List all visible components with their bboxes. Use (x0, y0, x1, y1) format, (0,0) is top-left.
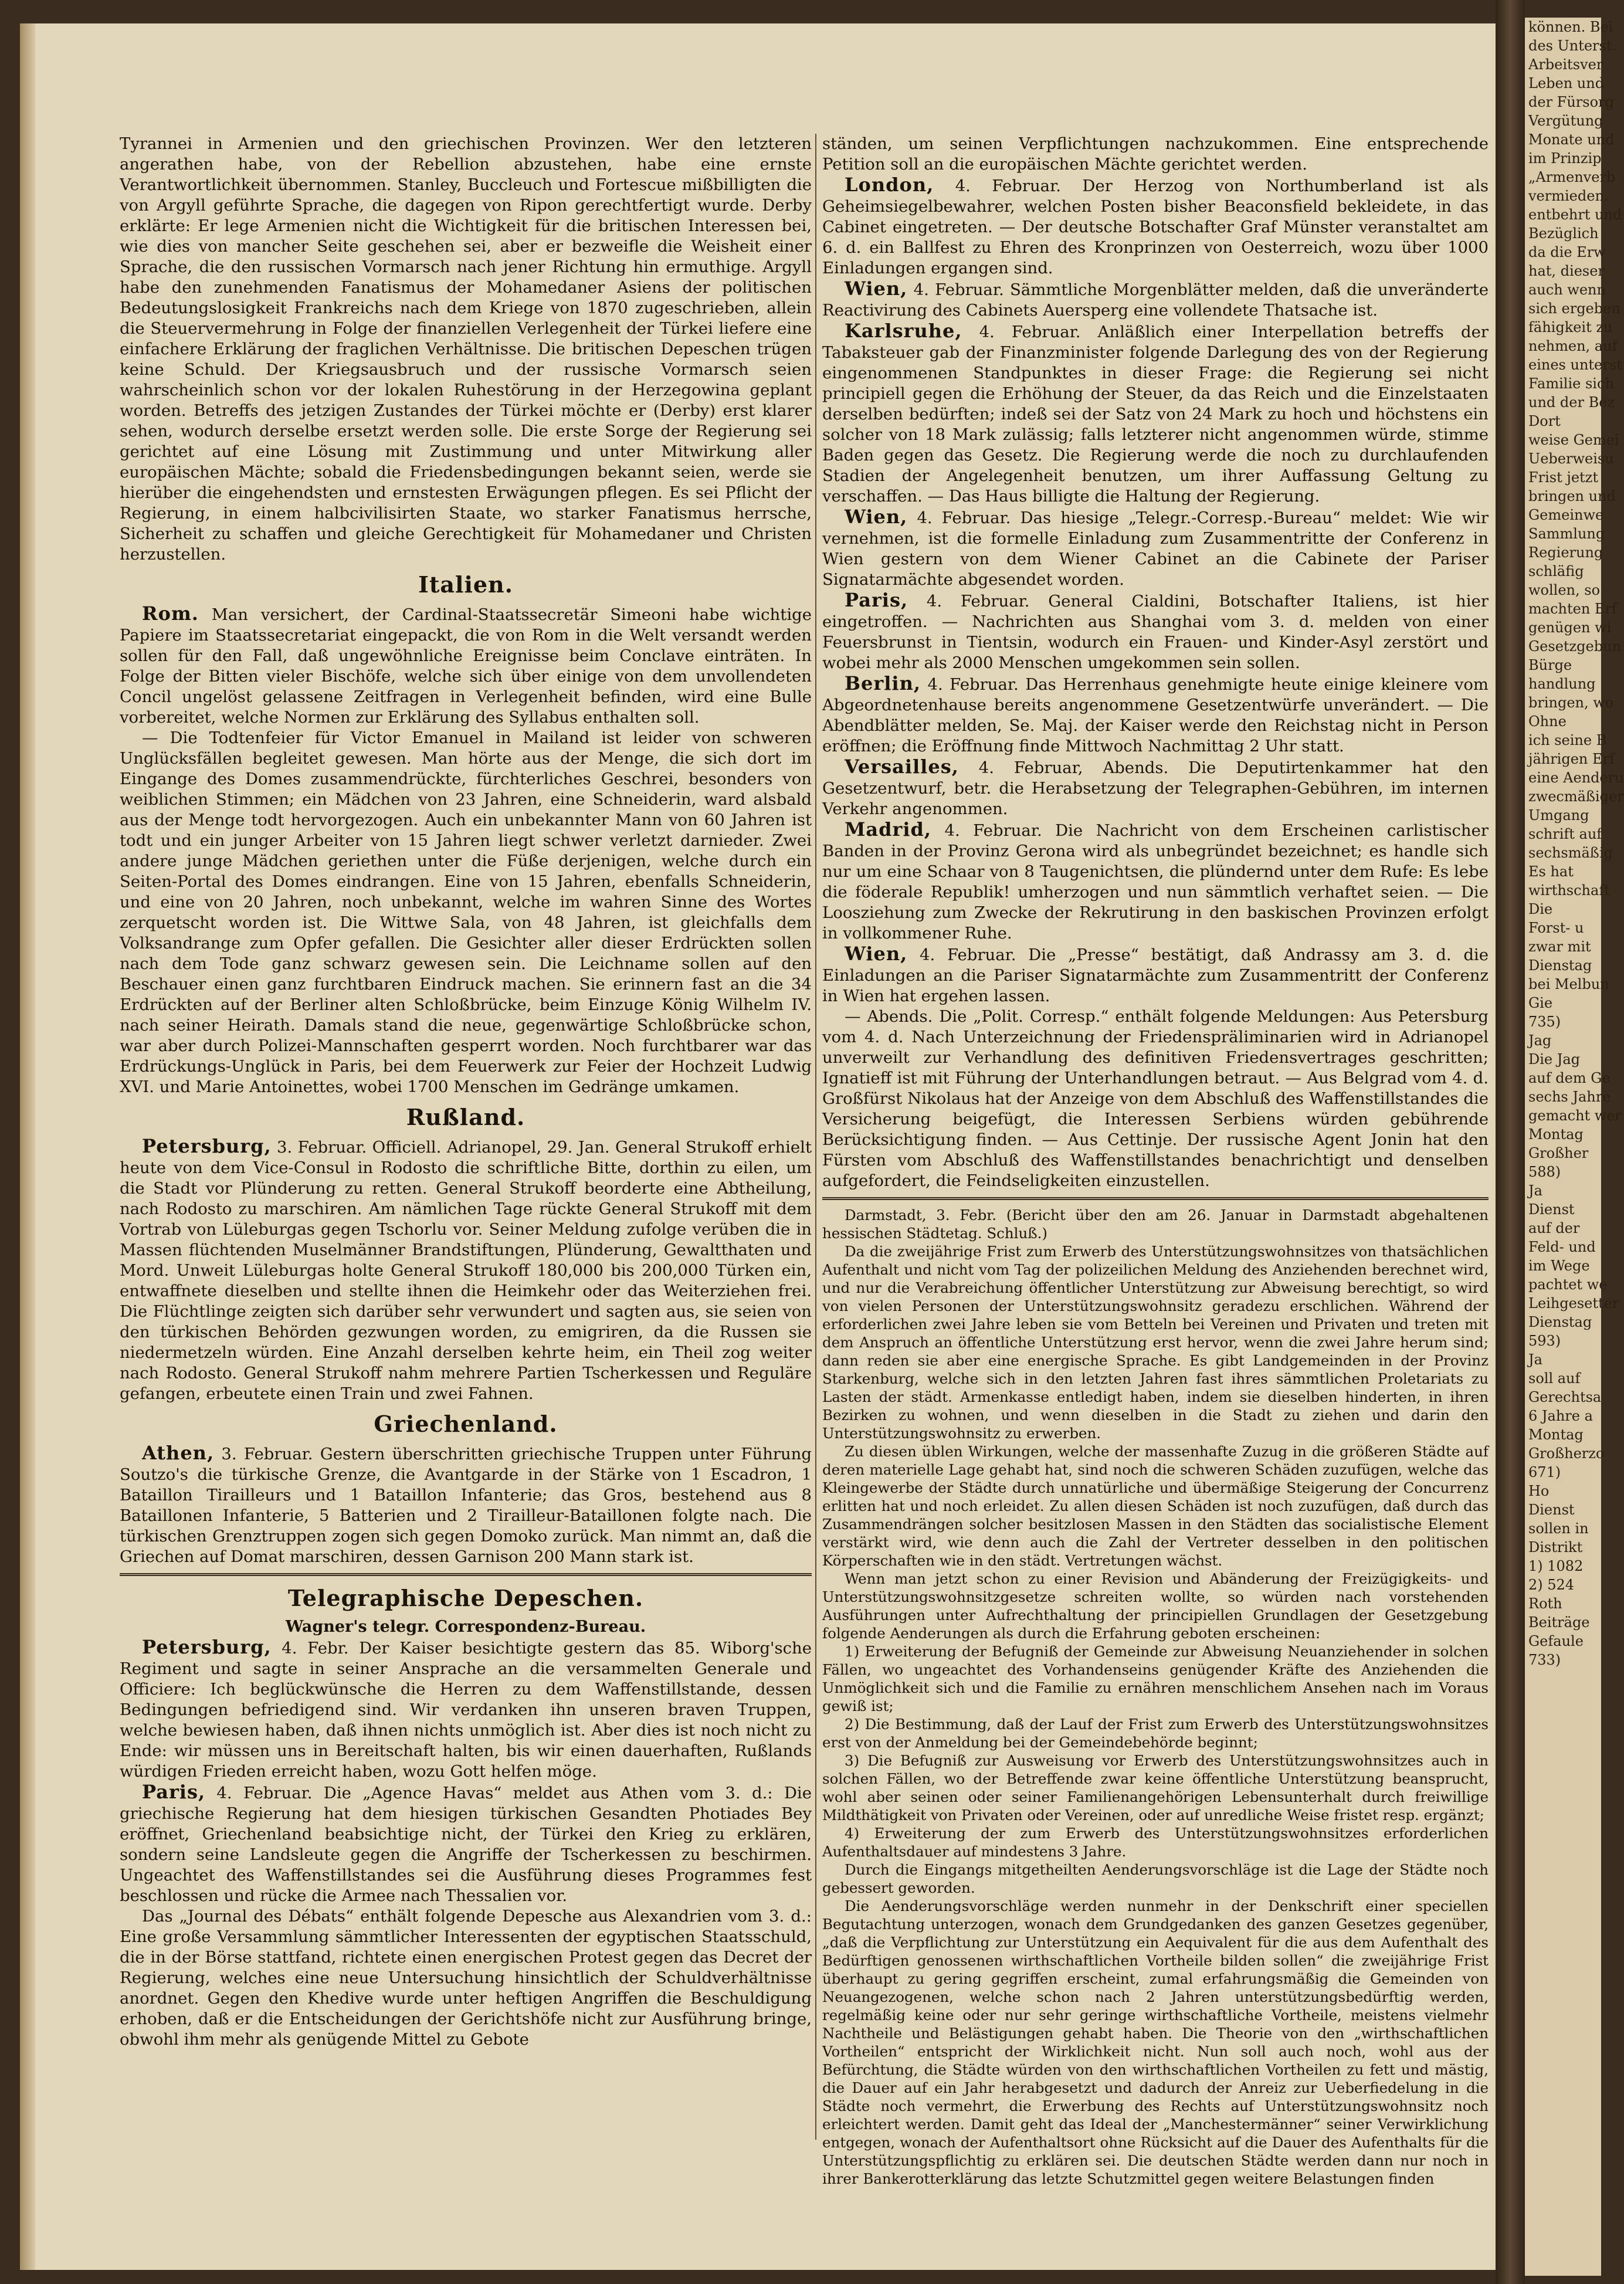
telegram-petersburg (120, 1637, 812, 1782)
adjacent-page-line: hat, dieser (1528, 263, 1605, 279)
telegram-wien-3-abends: — Abends. Die „Polit. Corresp.“ enthält folgende Meldungen: Aus Petersburg vom 4. d. Nach Unterzeichnung der Friedenspräliminarien wird in Adrianopel unverweilt zur Verhandlung des definitiven Friedensvertrages geschritten; Ignatieff ist mit Führung der Unterhandlungen betraut. — Aus Belgrad vom 4. d. Großfürst Nikolaus hat der Anzeige von dem Abschluß des Waffenstillstandes die Versicherung beigefügt, die Interessen Serbiens würden gebührende Berücksichtigung finden. — Aus Cettinje. Der russische Agent Jonin hat den Fürsten vom Abschluß des Waffenstillstandes benachrichtigt und denselben aufgefordert, die Feindseligkeiten einzustellen. (822, 1007, 1489, 1190)
adjacent-page-line: Arbeitsver (1528, 56, 1603, 73)
adjacent-page-line: schläfig (1528, 563, 1584, 580)
adjacent-page-line: wollen, so (1528, 582, 1601, 598)
adjacent-page-line: Bezüglich (1528, 225, 1599, 242)
adjacent-page-line: Montag (1528, 1126, 1584, 1143)
adjacent-page-line: sich ergeben (1528, 300, 1620, 317)
adjacent-page-line: Dienst (1528, 1502, 1575, 1518)
adjacent-page-line: zwar mit (1528, 938, 1591, 955)
article-darmstadt (822, 1206, 1489, 2188)
adjacent-page-line: handlung (1528, 676, 1596, 692)
adjacent-page-line: Ja (1528, 1351, 1542, 1368)
adjacent-page-line: auf dem Ge (1528, 1070, 1611, 1086)
adjacent-page-line: Ueberweisu (1528, 450, 1614, 467)
adjacent-page-line: 671) (1528, 1464, 1561, 1480)
dateline-rom: Rom. (142, 602, 199, 625)
telegram-madrid-text: 4. Februar. Die Nachricht von dem Erscheinen carlistischer Banden in der Provinz Gerona wird als unbegründet bezeichnet; es handle sich nur um eine Schaar von 8 Taugenichtsen, die plündernd unter dem Rufe: Es lebe die föderale Republik! umherzogen und nun sämmtlich verhaftet seien. — Die Loosziehung zum Zwecke der Rekrutirung in den baskischen Provinzen erfolgt in vollkommener Ruhe. (822, 821, 1489, 943)
adjacent-page-line: Frist jetzt (1528, 469, 1598, 486)
darmstadt-list-item: 2) Die Bestimmung, daß der Lauf der Frist zum Erwerb des Unterstützungswohnsitzes erst von der Anmeldung bei der Gemeindebehörde beginnt; (822, 1716, 1489, 1751)
telegram-paris-debats: Das „Journal des Débats“ enthält folgende Depesche aus Alexandrien vom 3. d.: Eine große Versammlung sämmtlicher Interessenten der egyptischen Staatsschuld, die in der Börse stattfand, richtete einen energischen Protest gegen das Decret der Regierung, welches eine neue Untersuchung hinsichtlich der Schuldverhältnisse anordnet. Gegen den Khedive wurde unter heftigen Angriffen die Beschuldigung erhoben, daß er die Entscheidungen der Gerichtshöfe nicht zur Ausführung bringe, obwohl ihm mehr als genügende Mittel zu Gebote (120, 1907, 812, 2049)
adjacent-page-line: „Armenverb (1528, 169, 1616, 185)
article-derby: Tyrannei in Armenien und den griechischen Provinzen. Wer den letzteren angerathen habe, von der Rebellion abzustehen, habe eine ernste Verantwortlichkeit übernommen. Stanley, Buccleuch und Fortescue mißbilligten die von Argyll geführte Sprache, die dagegen von Ripon gerechtfertigt wurde. Derby erklärte: Er lege Armenien nicht die Wichtigkeit für die britischen Interessen bei, wie dies von mancher Seite geschehen sei, aber er bezweifle die Weisheit einer Sprache, die den russischen Vormarsch nach jener Richtung hin ermuthige. Argyll habe den zunehmenden Fanatismus der Mohamedaner Asiens der politischen Bedeutungslosigkeit Frankreichs nach dem Kriege von 1870 zugeschrieben, allein die Steuervermehrung in Folge der finanziellen Verlegenheit der Türkei liefere eine einfachere Erklärung der fraglichen Verhältnisse. Die britischen Depeschen trügen keine Schuld. Der Kriegsausbruch und der russische Vormarsch seien wahrscheinlich schon vor der lokalen Ruhestörung in der Herzegowina geplant worden. Betreffs des jetzigen Zustandes der Türkei möchte er (Derby) erst klarer sehen, wodurch derselbe ersetzt werden solle. Die erste Sorge der Regierung sei gerichtet auf eine Lösung mit Zustimmung und unter Mitwirkung aller europäischen Mächte; sobald die Friedensbedingungen bekannt seien, werde sie hierüber die eingehendsten und ernstesten Erwägungen pflegen. Es sei Pflicht der Regierung, in einem halbcivilisirten Staate, wo starker Fanatismus herrsche, Sicherheit zu schaffen und gleiche Gerechtigkeit für Mohamedaner und Christen herzustellen. (120, 134, 812, 564)
dateline-berlin: Berlin, (845, 672, 921, 694)
adjacent-page-line: Gie (1528, 995, 1553, 1011)
adjacent-page-line: können. Bei (1528, 19, 1613, 35)
telegram-karlsruhe (822, 321, 1489, 507)
adjacent-page-line: Die (1528, 901, 1553, 917)
telegram-paris-2 (822, 590, 1489, 673)
adjacent-page-line: Leihgesetter (1528, 1295, 1619, 1312)
adjacent-page-line: fähigkeit zu (1528, 319, 1613, 336)
adjacent-page-line: Gemeinwe (1528, 507, 1604, 523)
adjacent-page-line: pachtet we (1528, 1276, 1608, 1293)
adjacent-page-line: Dienst (1528, 1201, 1575, 1218)
telegram-berlin-text: 4. Februar. Das Herrenhaus genehmigte heute einige kleinere vom Abgeordnetenhause bereits angenommene Gesetzentwürfe unverändert. — Die Abendblätter melden, Se. Maj. der Kaiser werde den Reichstag nicht in Person eröffnen; die Eröffnung finde Mittwoch Nachmittag 2 Uhr statt. (822, 675, 1489, 755)
article-mailand: — Die Todtenfeier für Victor Emanuel in Mailand ist leider von schweren Unglücksfällen begleitet gewesen. Man hörte aus der Menge, die sich dort im Eingange des Domes zusammendrückte, fürchterliches Geschrei, besonders von weiblichen Stimmen; ein Mädchen von 23 Jahren, eine Schneiderin, ward alsbald aus der Menge todt hervorgezogen. Auch ein unbekannter Mann von 60 Jahren ist todt und ein junger Arbeiter von 15 Jahren liegt schwer verletzt darnieder. Zwei andere junge Mädchen geriethen unter die Füße derjenigen, welche durch ein Seiten-Portal des Domes eindrangen. Eine von 15 Jahren, ebenfalls Schneiderin, und eine von 20 Jahren, noch unbekannt, welche im wahren Sinne des Wortes zerquetscht worden ist. Die Wittwe Sala, von 48 Jahren, ist gleichfalls dem Volksandrange zum Opfer gefallen. Die Gesichter aller dieser Erdrückten sollen nach dem Tode ganz schwarz gewesen sein. Die Leichname sollen auf den Beschauer einen ganz furchtbaren Eindruck machen. Sie erinnern fast an die 34 Erdrückten auf der Berliner alten Schloßbrücke, beim Einzuge König Wilhelm IV. nach seiner Heirath. Damals stand die neue, gegenwärtige Schloßbrücke schon, war aber durch Polizei-Mannschaften gesperrt worden. Noch furchtbarer war das Erdrückungs-Unglück in Paris, bei dem Feuerwerk zur Feier der Hochzeit Ludwig XVI. und Marie Antoinettes, wobei 1700 Menschen im Gedränge umkamen. (120, 728, 812, 1096)
adjacent-page-line: auch wenn (1528, 282, 1606, 298)
adjacent-page-line: wirthschaft (1528, 882, 1610, 899)
darmstadt-list-item: 3) Die Befugniß zur Ausweisung vor Erwerb des Unterstützungswohnsitzes auch in solchen Fällen, wo der Betreffende zwar keine öffentliche Unterstützung beansprucht, wohl aber seinen oder seiner Familienangehörigen Lebensunterhalt durch freiwillige Mildthätigkeit von Privaten oder Vereinen, oder auf unredliche Weise fristet resp. ergänzt; (822, 1752, 1489, 1824)
adjacent-page-line: sollen in (1528, 1520, 1589, 1537)
adjacent-page-line: Die Jag (1528, 1051, 1581, 1068)
adjacent-page-line: 2) 524 (1528, 1577, 1575, 1593)
adjacent-page-line: bringen, wo (1528, 694, 1614, 711)
adjacent-page-line: machten Erf (1528, 601, 1617, 617)
adjacent-page-line: Sammlung (1528, 526, 1605, 542)
adjacent-page-line: 735) (1528, 1014, 1561, 1030)
telegram-wien-2 (822, 507, 1489, 590)
telegram-wien-1-text: 4. Februar. Sämmtliche Morgenblätter melden, daß die unveränderte Reactivirung des Cabinets Auersperg eine vollendete Thatsache ist. (822, 280, 1489, 320)
darmstadt-paragraph: Zu diesen üblen Wirkungen, welche der massenhafte Zuzug in die größeren Städte auf deren materielle Lage gehabt hat, sind noch die schweren Schäden zuzufügen, welche das Kleingewerbe der Städte durch unnatürliche und übermäßige Steigerung der Concurrenz erlitten hat und noch erleidet. Zu allen diesen Schäden ist noch zuzufügen, daß durch das Zusammendrängen solcher besitzlosen Massen in den Städten das socialistische Element verstärkt wird, wie denn auch die Zahl der Vertreter desselben in den politischen Körperschaften wie in den städt. Vertretungen wächst. (822, 1443, 1489, 1569)
adjacent-page-line: 593) (1528, 1333, 1561, 1349)
adjacent-page-line: bringen und (1528, 488, 1616, 504)
adjacent-page-line: schrift auf (1528, 826, 1602, 842)
telegram-paris (120, 1782, 812, 1906)
adjacent-page-line: Bürge (1528, 657, 1572, 673)
adjacent-page-lines (1525, 18, 1624, 1669)
article-petersburg-text: 3. Februar. Officiell. Adrianopel, 29. Jan. General Strukoff erhielt heute von dem Vice-Consul in Rodosto die schriftliche Bitte, dorthin zu eilen, um die Stadt vor Plünderung zu retten. General Strukoff beorderte eine Abtheilung, nach Rodosto zu marschiren. Am nämlichen Tage rückte General Strukoff mit dem Vortrab von Lüleburgas gegen Tschorlu vor. Seiner Meldung zufolge verüben die in Massen flüchtenden Muselmänner Brandstiftungen, Plünderung, Gewaltthaten und Mord. Unweit Lüleburgas holte General Strukoff 180,000 bis 200,000 Türken ein, entwaffnete dieselben und stellte ihnen die Heimkehr oder das Weiterziehen frei. Die Flüchtlinge zeigten sich darüber sehr verwundert und sagten aus, sie seien von den türkischen Behörden gezwungen worden, zu emigriren, da die Russen sie niedermetzeln würden. Eine Anzahl derselben kehrte heim, ein Theil zog weiter nach Rodosto. General Strukoff nahm mehrere Partien Tscherkessen und Reguläre gefangen, erbeutete einen Train und zwei Fahnen. (120, 1138, 812, 1403)
adjacent-page-line: Roth (1528, 1595, 1562, 1612)
dateline-versailles: Versailles, (845, 755, 959, 778)
darmstadt-paragraph: Wenn man jetzt schon zu einer Revision und Abänderung der Freizügigkeits- und Unterstützungswohnsitzgesetze schreiten wollte, so würden nach vorstehenden Ausführungen unter Aufrechthaltung der principiellen Grundlagen der Gesetzgebung folgende Aenderungen als durch die Erfahrung geboten erscheinen: (822, 1570, 1489, 1642)
telegram-petersburg-text: 4. Febr. Der Kaiser besichtigte gestern das 85. Wiborg'sche Regiment und sagte in seiner Ansprache an die versammelten Generale und Officiere: Ich beglückwünsche die Herren zu dem Waffenstillstande, dessen Bedingungen befriedigend sind. Wir verdanken ihn unseren braven Truppen, welche bewiesen haben, daß ihnen nichts unmöglich ist. Aber dies ist noch nicht zu Ende: wir müssen uns in Bereitschaft halten, bis wir einen dauerhaften, Rußlands würdigen Frieden erreicht haben, wozu Gott helfen möge. (120, 1639, 812, 1781)
adjacent-page-line: Ja (1528, 1182, 1542, 1199)
adjacent-page-line: 6 Jahre a (1528, 1408, 1593, 1424)
adjacent-page-line: und der Bez (1528, 394, 1615, 411)
adjacent-page-line: Dienstag (1528, 957, 1592, 974)
adjacent-page-line: der Fürsorg (1528, 94, 1614, 110)
telegram-wien-3 (822, 944, 1489, 1007)
dateline-petersburg: Petersburg, (142, 1135, 272, 1157)
adjacent-page-line: Großherzo (1528, 1445, 1605, 1462)
adjacent-page-line: Gesetzgebun (1528, 638, 1622, 655)
dateline-telegram-paris: Paris, (142, 1781, 206, 1803)
adjacent-page-line: im Prinzip (1528, 150, 1602, 167)
section-heading-italien: Italien. (418, 571, 513, 598)
adjacent-page-line: Forst- u (1528, 920, 1584, 936)
telegram-london (822, 175, 1489, 279)
adjacent-page-line: 588) (1528, 1164, 1561, 1180)
dateline-karlsruhe: Karlsruhe, (845, 320, 962, 342)
darmstadt-paragraph: Durch die Eingangs mitgetheilten Aenderungsvorschläge ist die Lage der Städte noch gebessert geworden. (822, 1861, 1489, 1896)
dateline-london: London, (845, 174, 934, 196)
telegram-london-text: 4. Februar. Der Herzog von Northumberland ist als Geheimsiegelbewahrer, welchen Posten bisher Beaconsfield bekleidete, in das Cabinet eingetreten. — Der deutsche Botschafter Graf Münster veranstaltet am 6. d. ein Ballfest zu Ehren des Kronprinzen von Oesterreich, wozu über 1000 Einladungen ergangen sind. (822, 177, 1489, 277)
dateline-telegram-petersburg: Petersburg, (142, 1636, 272, 1658)
adjacent-page-line: Ohne (1528, 713, 1567, 730)
darmstadt-paragraph: Die Aenderungsvorschläge werden nunmehr in der Denkschrift einer speciellen Begutachtung unterzogen, wonach dem Grundgedanken des ganzen Gesetzes gegenüber, „daß die Verpflichtung zur Unterstützung ein Aequivalent für die aus dem Aufenthalt des Bedürftigen genossenen wirthschaftlichen Vortheile bilden sollen“ die zweijährige Frist überhaupt zu gering gegriffen erscheint, zumal erfahrungsmäßig die Gemeinden von Neuangezogenen, welche schon nach 2 Jahren unterstützungsbedürftig werden, regelmäßig keine oder nur sehr geringe wirthschaftliche Vortheile, meistens vielmehr Nachtheile und Belästigungen gehabt haben. Die Theorie von den „wirthschaftlichen Vortheilen“ entspricht der Wirklichkeit nicht. Nun soll auch noch, wohl aus der Befürchtung, die Städte würden von den wirthschaftlichen Vortheilen zu fett und mästig, die Dauer auf ein Jahr herabgesetzt und dadurch der Anreiz zur Ueberfiedelung in die Städte noch vermehrt, die Erwerbung des Rechts auf Unterstützungswohnsitz noch erleichtert werden. Damit geht das Ideal der „Manchestermänner“ seiner Verwirklichung entgegen, wonach der Aufenthaltsort ohne Rücksicht auf die Dauer des Aufenthalts für die Unterstützungspflichtig zu erklären sei. Die deutschen Städte werden dann nur noch in ihrer Bankerotterklärung das letzte Schutzmittel gegen weitere Belastungen finden (822, 1897, 1489, 2187)
column-left (120, 134, 812, 2140)
adjacent-page-line: Es hat (1528, 863, 1574, 880)
adjacent-page-line: jährigen Erf (1528, 751, 1615, 767)
article-rom-text: Man versichert, der Cardinal-Staatssecretär Simeoni habe wichtige Papiere im Staatssecretariat eingepackt, die von Rom in die Welt versandt werden sollen für den Fall, daß ungewöhnliche Ereignisse beim Conclave einträten. In Folge der Bitten vieler Bischöfe, welche sich über einige von dem unvollendeten Concil ungelöst gelassene Zeitfragen in Verlegenheit befinden, wird eine Bulle vorbereitet, welche Normen zur Erklärung des Syllabus enthalten soll. (120, 605, 812, 727)
adjacent-page-line: zwecmäßiger (1528, 788, 1624, 805)
section-subheading-bureau: Wagner's telegr. Correspondenz-Bureau. (285, 1618, 646, 1636)
adjacent-page-line: 1) 1082 (1528, 1558, 1584, 1574)
adjacent-page-line: Distrikt (1528, 1539, 1583, 1556)
adjacent-page-line: des Unterst. (1528, 38, 1617, 54)
adjacent-page-line: eine Aenderu (1528, 770, 1624, 786)
article-rom (120, 604, 812, 728)
adjacent-page-line: Monate und (1528, 131, 1615, 148)
adjacent-page-line: Beiträge (1528, 1614, 1590, 1631)
adjacent-page-line: ich seine B (1528, 732, 1607, 748)
article-petersburg (120, 1136, 812, 1404)
section-heading-griechenland: Griechenland. (374, 1411, 558, 1437)
adjacent-page-line: Großher (1528, 1145, 1589, 1161)
adjacent-page-line: soll auf (1528, 1370, 1581, 1387)
adjacent-page-line: sechs Jahre (1528, 1089, 1611, 1105)
book-gutter (1496, 0, 1525, 2284)
telegram-madrid (822, 819, 1489, 944)
telegram-berlin (822, 673, 1489, 757)
adjacent-page-line: Umgang (1528, 807, 1589, 824)
adjacent-page-line: Gerechtsa (1528, 1389, 1602, 1405)
page-edge (20, 23, 35, 2270)
section-divider-right (822, 1197, 1489, 1200)
adjacent-page-line: eines unterst (1528, 357, 1622, 373)
column-right (822, 134, 1489, 2187)
darmstadt-header: Darmstadt, 3. Febr. (Bericht über den am 26. Januar in Darmstadt abgehaltenen hessischen Städtetag. Schluß.) (822, 1207, 1489, 1242)
adjacent-page-line: 733) (1528, 1652, 1561, 1668)
adjacent-page-line: nehmen, auf (1528, 338, 1618, 354)
telegram-wien-1 (822, 279, 1489, 321)
dateline-paris-2: Paris, (845, 589, 908, 611)
adjacent-page-line: vermieden. (1528, 188, 1609, 204)
adjacent-page-line: Feld- und (1528, 1239, 1596, 1255)
dateline-madrid: Madrid, (845, 818, 932, 841)
adjacent-page-line: Gefaule (1528, 1633, 1584, 1649)
adjacent-page-line: Leben und (1528, 75, 1605, 92)
dateline-athen: Athen, (142, 1442, 215, 1464)
column-rule (815, 134, 816, 2140)
article-athen-text: 3. Februar. Gestern überschritten griechische Truppen unter Führung Soutzo's die türkische Grenze, die Avantgarde in der Stärke von 1 Escadron, 1 Bataillon Tirailleurs und 1 Bataillon Infanterie; das Gros, bestehend aus 8 Bataillonen Infanterie, 5 Batterien und 2 Tirailleur-Bataillonen folgte nach. Die türkischen Grenztruppen zogen sich gegen Domoko zurück. Man nimmt an, daß die Griechen auf Domat marschiren, dessen Garnison 200 Mann stark ist. (120, 1445, 812, 1566)
article-athen (120, 1443, 812, 1567)
adjacent-page-line: entbehrt und (1528, 206, 1622, 223)
adjacent-page-line: Dienstag (1528, 1314, 1592, 1330)
darmstadt-list-item: 1) Erweiterung der Befugniß der Gemeinde zur Abweisung Neuanziehender in solchen Fällen, wo ungeachtet des Vorhandenseins genügender Kräfte des Anziehenden die Unmöglichkeit sich und die Familie zu ernähren menschlichem Ansehen nach im Voraus gewiß ist; (822, 1643, 1489, 1714)
dateline-wien-1: Wien, (845, 277, 908, 300)
adjacent-page-line: Jag (1528, 1032, 1552, 1049)
section-heading-russland: Rußland. (406, 1104, 525, 1130)
telegram-versailles-text: 4. Februar, Abends. Die Deputirtenkammer hat den Gesetzentwurf, betr. die Herabsetzung der Telegraphen-Gebühren, im internen Verkehr angenommen. (822, 758, 1489, 818)
adjacent-page-line: im Wege (1528, 1258, 1590, 1274)
adjacent-page-fragment (1525, 18, 1624, 2276)
adjacent-page-line: auf der (1528, 1220, 1580, 1236)
dateline-wien-3: Wien, (845, 943, 908, 965)
telegram-versailles (822, 757, 1489, 819)
article-continued: ständen, um seinen Verpflichtungen nachzukommen. Eine entsprechende Petition soll an die europäischen Mächte gerichtet werden. (822, 134, 1489, 174)
telegram-paris-2-text: 4. Februar. General Cialdini, Botschafter Italiens, ist hier eingetroffen. — Nachrichten aus Shanghai vom 3. d. melden von einer Feuersbrunst in Tientsin, wodurch ein Frauen- und Kinder-Asyl zerstört und wobei mehr als 2000 Menschen umgekommen sein sollen. (822, 592, 1489, 672)
section-heading-telegraphische-depeschen: Telegraphische Depeschen. (287, 1585, 644, 1611)
adjacent-page-line: Vergütung (1528, 113, 1603, 129)
adjacent-page-line: Familie sich (1528, 375, 1614, 392)
darmstadt-list-item: 4) Erweiterung der zum Erwerb des Unterstützungswohnsitzes erforderlichen Aufenthaltsdauer auf mindestens 3 Jahre. (822, 1825, 1489, 1860)
telegram-karlsruhe-text: 4. Februar. Anläßlich einer Interpellation betreffs der Tabaksteuer gab der Finanzminister folgende Darlegung des von der Regierung eingenommenen Standpunktes in dieser Frage: die Regierung sei nicht principiell gegen die Erhöhung der Steuer, da das Reich und die Einzelstaaten derselben bedürften; indeß sei der Satz von 24 Mark zu hoch und höchstens ein solcher von 18 Mark zulässig; falls letzterer nicht angenommen würde, stimme Baden gegen das Gesetz. Die Regierung werde die noch zu durchlaufenden Stadien der Angelegenheit benutzen, um ihrer Auffassung Geltung zu verschaffen. — Das Haus billigte die Haltung der Regierung. (822, 323, 1489, 506)
adjacent-page-line: bei Melbun (1528, 976, 1609, 992)
adjacent-page-line: genügen wi (1528, 619, 1612, 636)
adjacent-page-line: weise Gemei (1528, 432, 1619, 448)
adjacent-page-line: Ho (1528, 1483, 1550, 1499)
telegram-wien-2-text: 4. Februar. Das hiesige „Telegr.-Corresp.-Bureau“ meldet: Wie wir vernehmen, ist die formelle Einladung zum Zusammentritte der Conferenz in Wien gestern von dem Wiener Cabinet an die Cabinete der Pariser Signatarmächte abgesendet worden. (822, 509, 1489, 589)
dateline-wien-2: Wien, (845, 506, 908, 528)
telegram-paris-text: 4. Februar. Die „Agence Havas“ meldet aus Athen vom 3. d.: Die griechische Regierung hat dem hiesigen türkischen Gesandten Photiades Bey eröffnet, Griechenland beabsichtige nicht, der Türkei den Krieg zu erklären, sondern seine Landsleute gegen die Angriffe der Tscherkessen zu beschirmen. Ungeachtet des Waffenstillstandes sei die Ausführung dieses Programmes fest beschlossen und rücke die Armee nach Thessalien vor. (120, 1784, 812, 1905)
section-divider (120, 1573, 812, 1576)
adjacent-page-line: Dort (1528, 413, 1561, 429)
telegram-wien-3-text: 4. Februar. Die „Presse“ bestätigt, daß Andrassy am 3. d. die Einladungen an die Pariser Signatarmächte zum Zusammentritt der Conferenz in Wien hat ergehen lassen. (822, 946, 1489, 1005)
adjacent-page-line: Regierung (1528, 544, 1603, 561)
adjacent-page-line: da die Erw (1528, 244, 1606, 260)
darmstadt-paragraph: Da die zweijährige Frist zum Erwerb des Unterstützungswohnsitzes von thatsächlichen Aufenthalt und nicht vom Tag der polizeilichen Meldung des Anziehenden berechnet wird, und nur die Verabreichung öffentlicher Unterstützung zur Abweisung berechtigt, so wird von vielen Personen der Unterstützungswohnsitz geradezu erschlichen. Während der erforderlichen zwei Jahre leben sie vom Betteln bei Vereinen und Privaten und treten mit dem Anspruch an öffentliche Unterstützung erst hervor, wenn die zwei Jahre herum sind; dann reden sie aber eine energische Sprache. Es gibt Landgemeinden in der Provinz Starkenburg, welche sich in den letzten Jahren fast ihres sämmtlichen Proletariats zu Lasten der städt. Armenkasse entledigt haben, indem sie dieselben hinderten, in ihren Bezirken zu wohnen, und wenn dieselben in die Stadt zu ziehen und darin den Unterstützungswohnsitz zu erwerben. (822, 1243, 1489, 1442)
adjacent-page-line: gemacht wer (1528, 1107, 1622, 1124)
adjacent-page-line: Montag (1528, 1426, 1584, 1443)
adjacent-page-line: sechsmäßig (1528, 845, 1613, 861)
